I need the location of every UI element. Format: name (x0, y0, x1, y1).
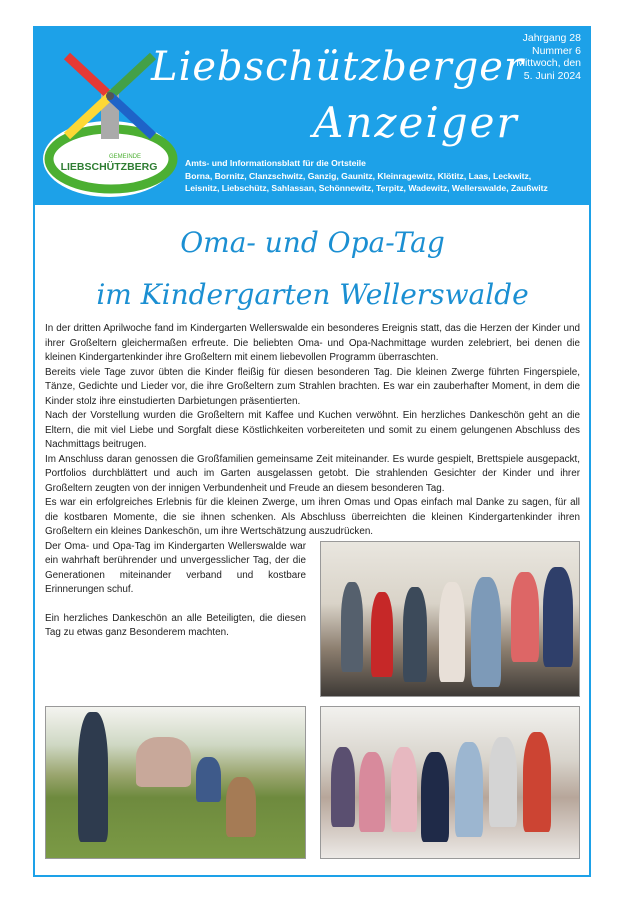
issue-date: 5. Juni 2024 (523, 69, 581, 82)
article-headline-line2: im Kindergarten Wellerswalde (96, 278, 529, 311)
photo-children-dancing (320, 541, 580, 697)
article-headline: Oma- und Opa-Tag (180, 226, 445, 259)
photo-children-singing (320, 706, 580, 859)
paragraph: Bereits viele Tage zuvor übten die Kinder fleißig für diesen besonderen Tag. Die kleinen Zwerge führten Fingerspiele, Tänze, Gedichte und Lieder vor, die ihre Großeltern zum Strahlen brachten. Es war ein zauberhafter Moment, in dem die Kinder stolz ihre einstudierten Darbietungen präsentierten. (45, 366, 580, 407)
issue-number: Nummer 6 (531, 44, 581, 57)
districts-line: Borna, Bornitz, Clanzschwitz, Ganzig, Gaunitz, Kleinragewitz, Klötitz, Laas, Leckwitz, (185, 170, 532, 181)
paragraph: Ein herzliches Dankeschön an alle Beteiligten, die diesen Tag zu etwas ganz Besonderem machten. (45, 612, 306, 638)
subtitle-text: Amts- und Informationsblatt für die Ortsteile (185, 158, 366, 168)
volume: Jahrgang 28 (522, 32, 581, 44)
photo-garden-grandparents (45, 706, 306, 859)
newspaper-title: Liebschützberger (151, 44, 525, 90)
paragraph: In der dritten Aprilwoche fand im Kindergarten Wellerswalde ein besonderes Ereignis statt, das die Herzen der Kinder und ihrer Großeltern gleichermaßen erfreute. Die beliebten Oma- und Opa-Nachmittage wurden zelebriert, bei denen die kleinen Kindergartenkinder ihre Großeltern mit einem liebevollen Programm überraschten. (45, 323, 580, 363)
newspaper-title-line2: Anzeiger (313, 98, 519, 147)
paragraph: Nach der Vorstellung wurden die Großeltern mit Kaffee und Kuchen verwöhnt. Ein herzliches Dankeschön geht an die Eltern, die mit viel Liebe und Sorgfalt diese Köstlichkeiten vorbereiteten und somit zu einem gelungenen Abschluss des Nachmittags beitrugen. (45, 410, 580, 450)
svg-text:GEMEINDE: GEMEINDE (108, 154, 142, 160)
subtitle (185, 157, 548, 195)
issue-info (516, 32, 581, 82)
article-body (45, 322, 580, 697)
paragraph: Es war ein erfolgreiches Erlebnis für die kleinen Zwerge, um ihren Omas und Opas einfach mal Danke zu sagen, für all die kostbaren Momente, die sie ihnen schenken. Als Abschluss überreichten die kleinen Kindergartenkinder ihren Großeltern ein kleines Dankeschön, um ihre Wertschätzung auszudrücken. (45, 497, 580, 537)
districts-line: Leisnitz, Liebschütz, Sahlassan, Schönnewitz, Terpitz, Wadewitz, Wellerswalde, Zaußwitz (185, 183, 548, 193)
svg-text:LIEBSCHÜTZBERG: LIEBSCHÜTZBERG (60, 161, 158, 173)
weekday: Mittwoch, den (516, 57, 581, 69)
paragraph: Im Anschluss daran genossen die Großfamilien gemeinsame Zeit miteinander. Es wurde gespielt, Brettspiele ausgepackt, Portfolios durchblättert und auch im Garten ausgelassen getobt. Die strahlenden Gesichter der Kinder und ihrer Großeltern zeugten von der innigen Verbundenheit und Freude an diesem besonderen Tag. (45, 453, 580, 494)
paragraph: Der Oma- und Opa-Tag im Kindergarten Wellerswalde war ein wahrhaft berührender und unvergesslicher Tag, der die Generationen miteinander verband und kostbare Erinnerungen schuf. (45, 540, 306, 595)
masthead (33, 26, 591, 205)
